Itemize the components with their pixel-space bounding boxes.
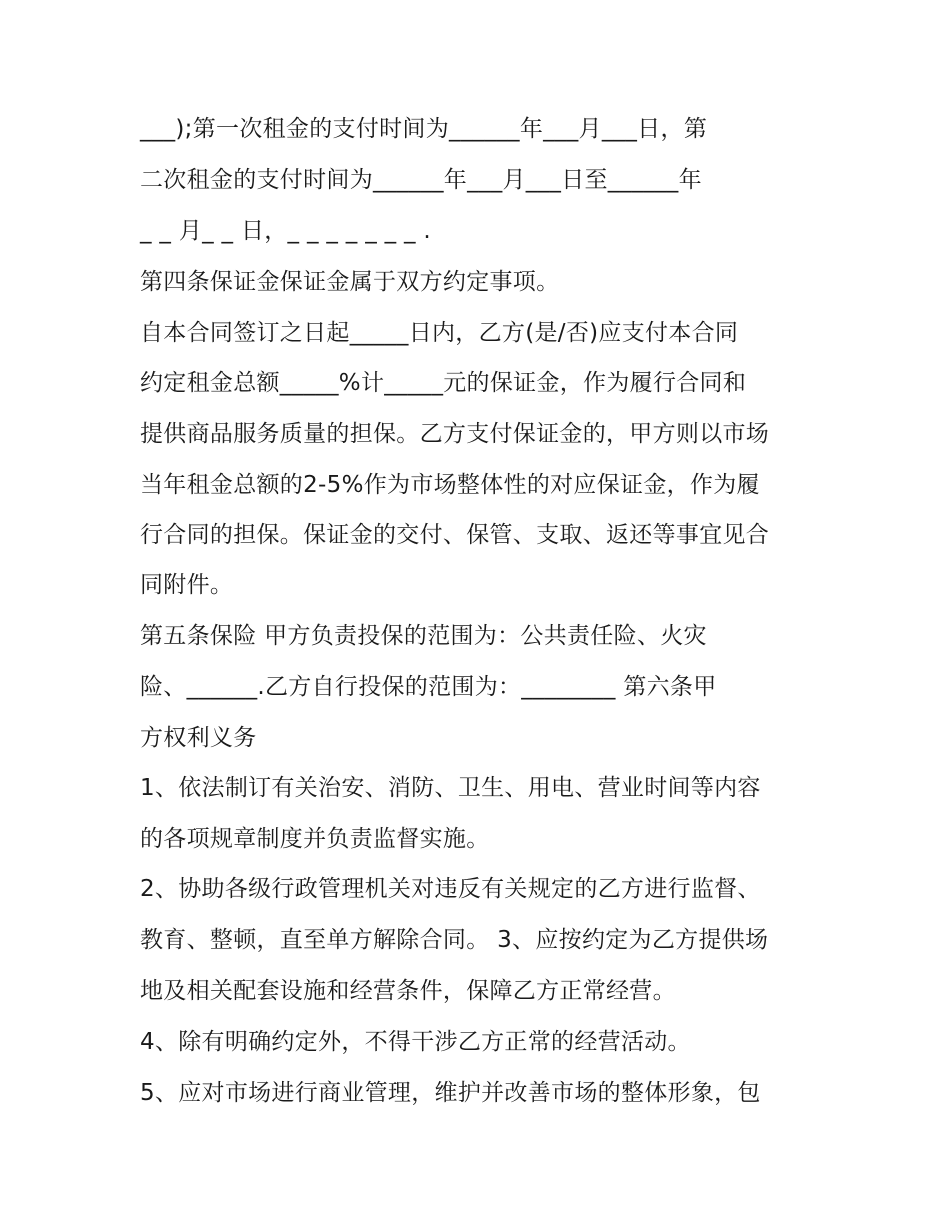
text-line: 行合同的担保。保证金的交付、保管、支取、返还等事宜见合	[140, 522, 770, 548]
text-line: 自本合同签订之日起_____日内，乙方(是/否)应支付本合同	[140, 320, 739, 346]
text-line: 约定租金总额_____%计_____元的保证金，作为履行合同和	[140, 370, 747, 396]
text-line: 地及相关配套设施和经营条件，保障乙方正常经营。	[140, 978, 676, 1004]
list-item: 4、除有明确约定外，不得干涉乙方正常的经营活动。	[140, 1029, 691, 1055]
text-line: 二次租金的支付时间为______年___月___日至______年	[140, 167, 702, 193]
text-line: 提供商品服务质量的担保。乙方支付保证金的，甲方则以市场	[140, 421, 770, 447]
text-line: ___);第一次租金的支付时间为______年___月___日，第	[140, 116, 708, 142]
text-line: 同附件。	[140, 572, 234, 598]
text-line: _ _ 月_ _ 日，_ _ _ _ _ _ _ .	[140, 218, 432, 244]
article-heading: 第五条保险 甲方负责投保的范围为：公共责任险、火灾	[140, 623, 707, 649]
list-item: 2、协助各级行政管理机关对违反有关规定的乙方进行监督、	[140, 876, 761, 902]
list-item: 5、应对市场进行商业管理，维护并改善市场的整体形象，包	[140, 1080, 761, 1106]
text-line: 当年租金总额的2-5%作为市场整体性的对应保证金，作为履	[140, 472, 760, 498]
text-line: 方权利义务	[140, 725, 257, 751]
list-item: 1、依法制订有关治安、消防、卫生、用电、营业时间等内容	[140, 775, 761, 801]
text-line: 的各项规章制度并负责监督实施。	[140, 826, 490, 852]
article-heading: 第四条保证金保证金属于双方约定事项。	[140, 269, 560, 295]
text-line: 险、______.乙方自行投保的范围为：________ 第六条甲	[140, 674, 717, 700]
text-line: 教育、整顿，直至单方解除合同。 3、应按约定为乙方提供场	[140, 927, 769, 953]
